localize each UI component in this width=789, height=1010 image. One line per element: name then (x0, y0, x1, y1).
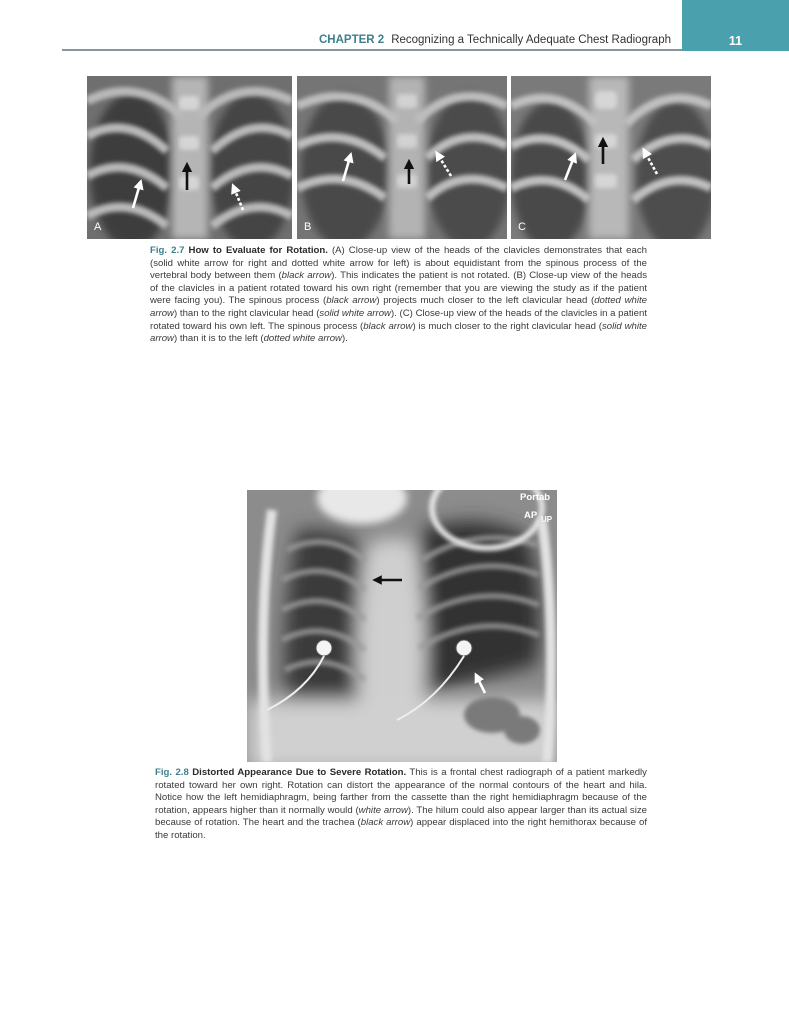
figure-title: How to Evaluate for Rotation. (188, 245, 328, 256)
page-number-tab (682, 0, 789, 51)
figure-2-8-radiograph (247, 490, 557, 762)
chapter-title: Recognizing a Technically Adequate Chest Radiograph (391, 34, 671, 46)
caption-body: (A) Close-up view of the heads of the clavicles demonstrates that each (solid white arrow for right and dotted white arrow for left) is about equidistant from the spinous process of the vertebral body between them (black arrow). This indicates the patient is not rotated. (B) Close-up view of the heads of the clavicles in a patient rotated toward his own right (remember that you are viewing the study as if the patient were facing you). The spinous process (black arrow) projects much closer to the left clavicular head (dotted white arrow) than to the right clavicular head (solid white arrow). (C) Close-up view of the heads of the clavicles in a patient rotated toward his own left. The spinous process (black arrow) is much closer to the right clavicular head (solid white arrow) than it is to the left (dotted white arrow). (150, 245, 647, 345)
figure-panel-a (87, 76, 292, 239)
image-label-ap: AP (524, 510, 538, 521)
figure-panel-b (297, 76, 507, 239)
panel-letter: B (304, 221, 312, 233)
radiograph-closeup-a (87, 76, 292, 239)
chapter-label: CHAPTER 2 (319, 34, 385, 46)
radiograph-closeup-c (511, 76, 711, 239)
header-rule (62, 49, 682, 51)
running-header (319, 34, 671, 46)
panel-letter: A (94, 221, 102, 233)
radiograph-closeup-b (297, 76, 507, 239)
image-label-up: UP (541, 515, 553, 524)
figure-2-7-caption (150, 245, 647, 346)
figure-2-8-caption (155, 767, 647, 843)
page-number: 11 (728, 34, 743, 48)
caption-body: This is a frontal chest radiograph of a patient markedly rotated toward her own right. Rotation can distort the appearance of the normal contours of the heart and hila. Notice how the left hemidiaphragm, being farther from the cassette than the right hemidiaphragm because of the rotation, appears higher than it normally would (white arrow). The hilum could also appear larger than its actual size because of rotation. The heart and the trachea (black arrow) appear displaced into the right hemithorax because of the rotation. (155, 767, 648, 841)
figure-panel-c (511, 76, 711, 239)
chest-radiograph (247, 490, 557, 762)
figure-label: Fig. 2.8 (155, 767, 189, 778)
figure-title: Distorted Appearance Due to Severe Rotation. (192, 767, 407, 778)
panel-letter: C (518, 221, 526, 233)
image-label-portable: Portab (520, 492, 551, 503)
figure-label: Fig. 2.7 (150, 245, 185, 256)
